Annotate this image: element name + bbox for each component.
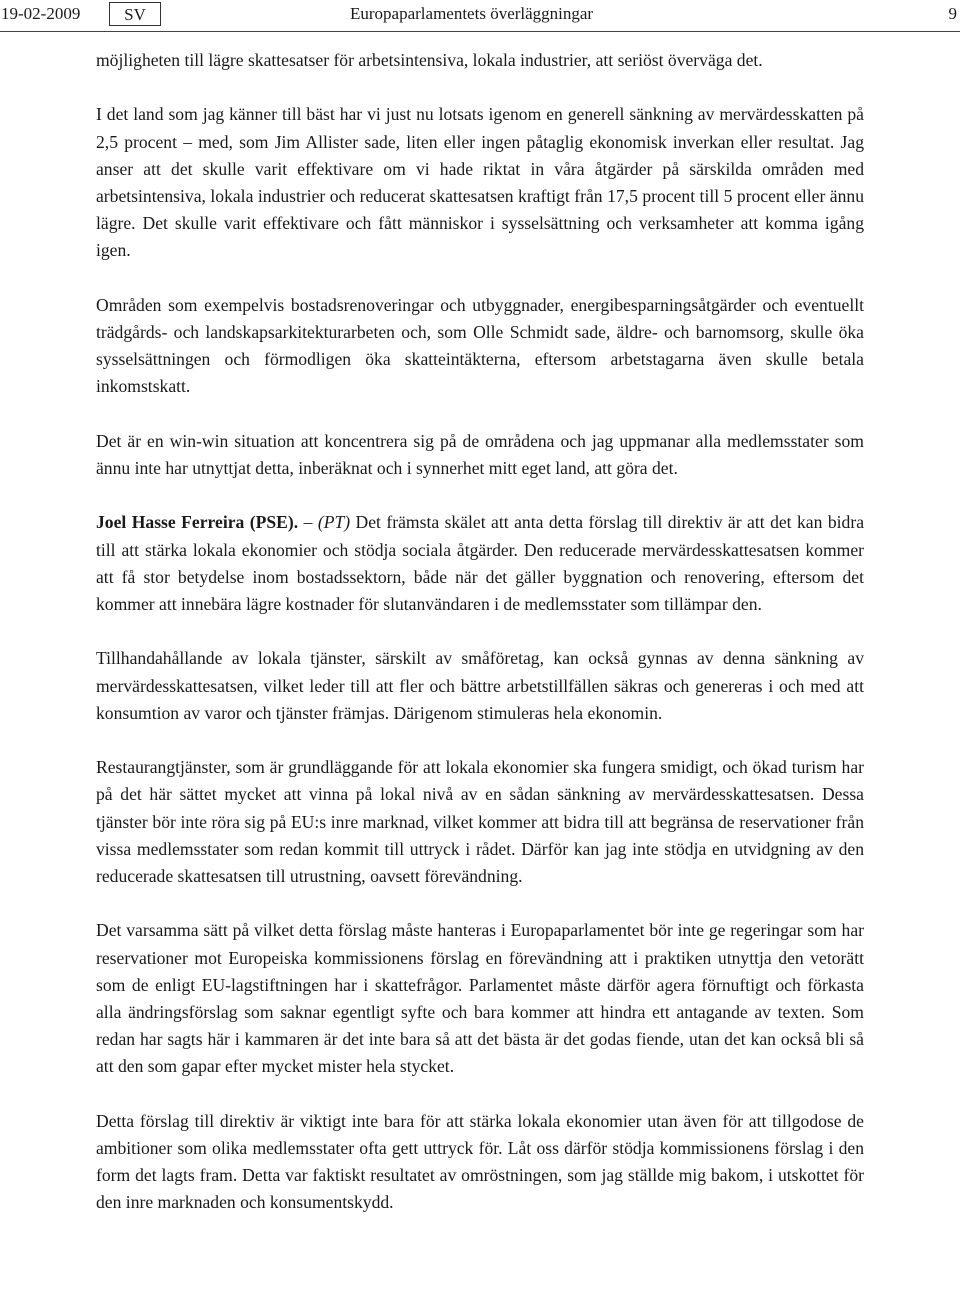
speech-paragraph <box>96 509 864 618</box>
paragraph: möjligheten till lägre skattesatser för arbetsintensiva, lokala industrier, att seriöst överväga det. <box>96 50 763 70</box>
page-number: 9 <box>948 4 957 23</box>
header-date: 19-02-2009 <box>1 4 81 23</box>
paragraph: Restaurangtjänster, som är grundläggande för att lokala ekonomier ska fungera smidigt, och ökad turism har på det här sättet mycket att vinna på lokal nivå av en sådan sänkning av mervärdesskattesatsen. Dessa tjänster bör inte röra sig på EU:s inre marknad, vilket kommer att bidra till att begränsa de reservationer från vissa medlemsstater som redan kommit till uttryck i rådet. Därför kan jag inte stödja en utvidgning av den reducerade skattesatsen till utrustning, oavsett förevändning. <box>96 757 864 886</box>
language-note: (PT) <box>317 512 351 533</box>
paragraph: Tillhandahållande av lokala tjänster, särskilt av småföretag, kan också gynnas av denna sänkning av mervärdesskattesatsen, vilket leder till att fler och bättre arbetstillfällen säkras och genereras i och med att konsumtion av varor och tjänster främjas. Därigenom stimuleras hela ekonomin. <box>96 648 864 723</box>
paragraph: Det varsamma sätt på vilket detta förslag måste hanteras i Europaparlamentet bör inte ge regeringar som har reservationer mot Europeiska kommissionens förslag en förevändning att i praktiken utnyttja den vetorätt som de enligt EU-lagstiftningen har i skattefrågor. Parlamentet måste därför agera förnuftigt och förkasta alla ändringsförslag som saknar egentligt syfte och bara kommer att hindra ett antagande av texten. Som redan har sagts här i kammaren är det inte bara så att det bästa är det godas fiende, utan det kan också bli så att den som gapar efter mycket mister hela stycket. <box>96 920 864 1077</box>
page-header <box>0 0 960 32</box>
paragraph: I det land som jag känner till bäst har vi just nu lotsats igenom en generell sänkning av mervärdesskatten på 2,5 procent – med, som Jim Allister sade, liten eller ingen påtaglig ekonomisk inverkan eller resultat. Jag anser att det skulle varit effektivare om vi hade riktat in våra åtgärder på särskilda områden med arbetsintensiva, lokala industrier och reducerat skattesatsen kraftigt från 17,5 procent till 5 procent eller ännu lägre. Det skulle varit effektivare och fått människor i sysselsättning och verksamheter att komma igång igen. <box>96 104 864 261</box>
header-title: Europaparlamentets överläggningar <box>350 4 594 23</box>
paragraph: Områden som exempelvis bostadsrenoveringar och utbyggnader, energibesparningsåtgärder och eventuellt trädgårds- och landskapsarkitekturarbeten och, som Olle Schmidt sade, äldre- och barnomsorg, skulle öka sysselsättningen och förmodligen öka skatteintäkterna, eftersom arbetstagarna även skulle betala inkomstskatt. <box>96 294 864 397</box>
document-body <box>96 47 864 1244</box>
language-badge: SV <box>109 2 161 26</box>
speech-text: Det främsta skälet att anta detta förslag till direktiv är att det kan bidra till att stärka lokala ekonomier och stödja sociala åtgärder. Den reducerade mervärdesskattesatsen kommer att få stor betydelse inom bostadssektorn, både när det gäller byggnation och renovering, eftersom det kommer att innebära lägre kostnader för slutanvändaren i de medlemsstater som tillämpar den. <box>96 512 864 614</box>
speaker-name: Joel Hasse Ferreira (PSE). <box>96 512 299 533</box>
paragraph: Detta förslag till direktiv är viktigt inte bara för att stärka lokala ekonomier utan även för att tillgodose de ambitioner som olika medlemsstater ofta gett uttryck för. Låt oss därför stödja kommissionens förslag i den form det lagts fram. Detta var faktiskt resultatet av omröstningen, som jag ställde mig bakom, i utskottet för den inre marknaden och konsumentskydd. <box>96 1110 864 1213</box>
speech-dash: – <box>298 512 318 533</box>
paragraph: Det är en win-win situation att koncentrera sig på de områdena och jag uppmanar alla medlemsstater som ännu inte har utnyttjat detta, inberäknat och i synnerhet mitt eget land, att göra det. <box>96 430 864 478</box>
